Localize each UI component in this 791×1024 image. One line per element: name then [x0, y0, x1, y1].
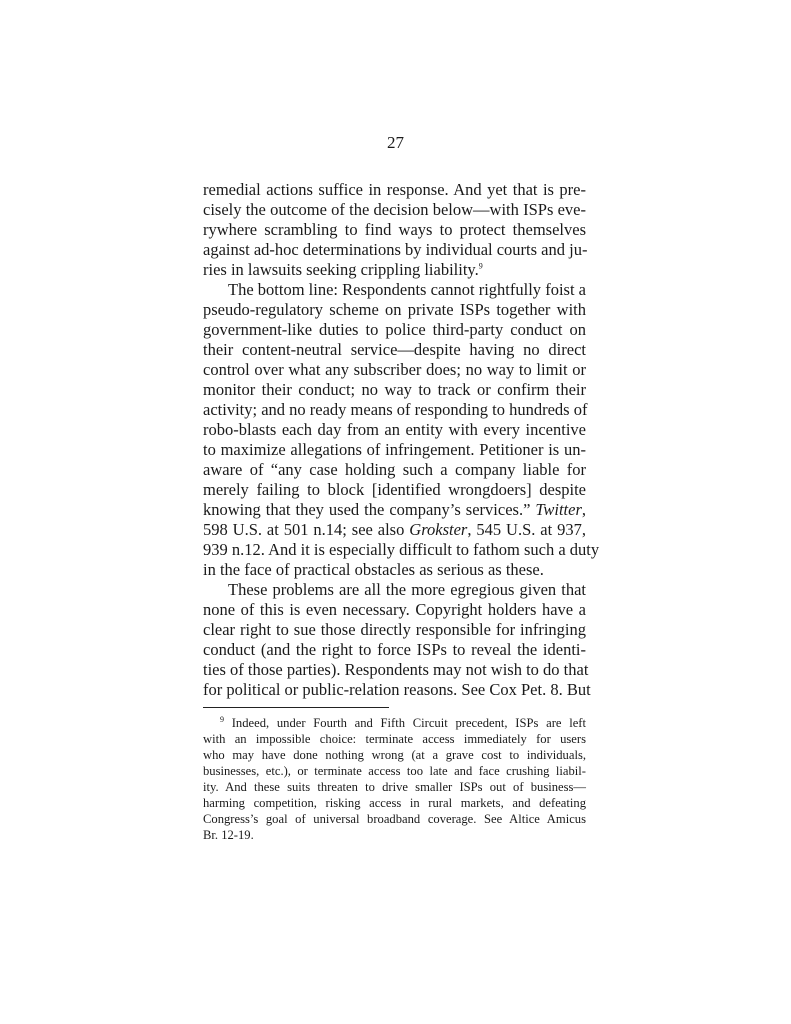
body-line: The bottom line: Respondents cannot rightfully foist a [228, 280, 586, 299]
body-line: These problems are all the more egregious given that [228, 580, 586, 599]
body-line: remedial actions suffice in response. And yet that is pre- [203, 180, 586, 199]
footnote-line: Congress’s goal of universal broadband coverage. See Altice Amicus [203, 812, 586, 826]
case-name-twitter: Twitter [535, 500, 582, 519]
body-line [203, 500, 586, 520]
body-line: 939 n.12. And it is especially difficult to fathom such a duty [203, 540, 600, 559]
footnote-line-text: Indeed, under Fourth and Fifth Circuit precedent, ISPs are left [231, 716, 586, 730]
body-line: for political or public-relation reasons. See Cox Pet. 8. But [203, 680, 591, 699]
footnote-line [203, 715, 586, 731]
footnote-line: Br. 12-19. [203, 828, 254, 842]
footnote-line: ity. And these suits threaten to drive smaller ISPs out of business— [203, 780, 586, 794]
body-line: rywhere scrambling to find ways to protect themselves [203, 220, 586, 239]
body-line: aware of “any case holding such a company liable for [203, 460, 586, 479]
body-line: cisely the outcome of the decision below—with ISPs eve- [203, 200, 586, 219]
body-line: government-like duties to police third-party conduct on [203, 320, 586, 339]
footnote-marker: 9 [220, 714, 224, 724]
punctuation: , [581, 500, 587, 519]
body-line-text: ries in lawsuits seeking crippling liability. [203, 260, 479, 279]
page-number: 27 [387, 133, 404, 152]
body-line: their content-neutral service—despite having no direct [203, 340, 586, 359]
body-line: ties of those parties). Respondents may not wish to do that [203, 660, 589, 679]
body-line: pseudo-regulatory scheme on private ISPs together with [203, 300, 586, 319]
body-line-text: 598 U.S. at 501 n.14; see also [203, 520, 405, 539]
body-line: in the face of practical obstacles as serious as these. [203, 560, 544, 579]
body-line: to maximize allegations of infringement. Petitioner is un- [203, 440, 586, 459]
body-line: activity; and no ready means of responding to hundreds of [203, 400, 588, 419]
body-line: against ad-hoc determinations by individual courts and ju- [203, 240, 588, 259]
body-line: control over what any subscriber does; no way to limit or [203, 360, 586, 379]
body-line: conduct (and the right to force ISPs to reveal the identi- [203, 640, 586, 659]
body-line [203, 520, 586, 540]
footnote-line: who may have done nothing wrong (at a grave cost to individuals, [203, 748, 586, 762]
body-line: merely failing to block [identified wrongdoers] despite [203, 480, 586, 499]
footnote-line: with an impossible choice: terminate access immediately for users [203, 732, 586, 746]
citation-tail: , 545 U.S. at 937, [467, 520, 587, 539]
body-line: clear right to sue those directly responsible for infringing [203, 620, 586, 639]
footnote-line: harming competition, risking access in rural markets, and defeating [203, 796, 586, 810]
case-name-grokster: Grokster [409, 520, 468, 539]
body-line-text: knowing that they used the company’s services.” [203, 500, 531, 519]
body-line: none of this is even necessary. Copyright holders have a [203, 600, 586, 619]
body-line: monitor their conduct; no way to track or confirm their [203, 380, 586, 399]
body-line [203, 260, 586, 280]
footnote-reference[interactable]: 9 [478, 261, 483, 271]
footnote-separator [203, 707, 389, 708]
footnote-line: businesses, etc.), or terminate access too late and face crushing liabil- [203, 764, 586, 778]
body-line: robo-blasts each day from an entity with every incentive [203, 420, 586, 439]
